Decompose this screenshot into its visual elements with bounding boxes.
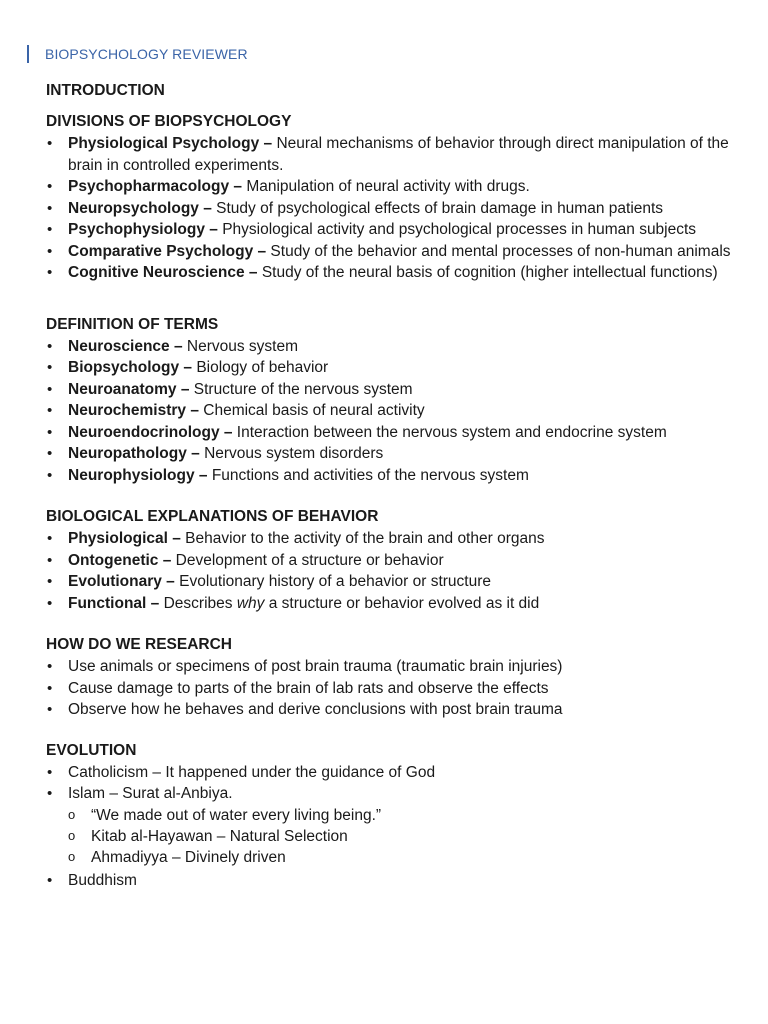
term-emphasis: why xyxy=(236,594,265,612)
list-item xyxy=(46,219,736,241)
list-item xyxy=(46,400,736,422)
evolution-list-continued xyxy=(46,870,736,892)
list-item xyxy=(46,465,736,487)
term-definition: Chemical basis of neural activity xyxy=(198,402,425,419)
list-item xyxy=(46,336,736,358)
term-label: Cognitive Neuroscience – xyxy=(68,264,258,281)
term-label: Physiological Psychology – xyxy=(68,135,273,152)
term-label: Neuroscience – xyxy=(68,337,183,355)
term-label: Neurochemistry – xyxy=(68,402,199,419)
term-label: Neuroendocrinology – xyxy=(68,423,233,441)
section-spacer xyxy=(46,614,736,634)
term-definition: Study of the neural basis of cognition (higher intellectual functions) xyxy=(257,264,718,281)
term-definition: Describes xyxy=(159,594,237,612)
term-definition: Structure of the nervous system xyxy=(189,380,413,398)
term-definition: Biology of behavior xyxy=(192,359,329,376)
term-definition-rest: a structure or behavior evolved as it did xyxy=(264,594,540,612)
heading-research: HOW DO WE RESEARCH xyxy=(46,636,232,653)
term-definition: Evolutionary history of a behavior or structure xyxy=(174,573,491,590)
list-item: • Observe how he behaves and derive conclusions with post brain trauma xyxy=(46,699,736,721)
list-item xyxy=(46,443,736,465)
section-spacer xyxy=(46,486,736,506)
sub-list-item: o Ahmadiyya – Divinely driven xyxy=(46,847,736,868)
heading-divisions: DIVISIONS OF BIOPSYCHOLOGY xyxy=(46,113,292,130)
term-label: Neurophysiology – xyxy=(68,466,208,484)
list-item: • Use animals or specimens of post brain trauma (traumatic brain injuries) xyxy=(46,656,736,678)
document-header xyxy=(27,44,248,64)
heading-introduction: INTRODUCTION xyxy=(46,82,165,99)
term-label: Ontogenetic – xyxy=(68,551,172,569)
list-item xyxy=(46,422,736,444)
header-accent-bar xyxy=(27,45,29,63)
biological-list xyxy=(46,528,736,614)
list-item xyxy=(46,357,736,379)
list-item-label: Islam – Surat al-Anbiya. xyxy=(68,785,233,802)
term-definition: Interaction between the nervous system and endocrine system xyxy=(232,423,667,441)
list-item xyxy=(46,176,736,198)
term-definition: Physiological activity and psychological processes in human subjects xyxy=(217,221,697,238)
list-item xyxy=(46,550,736,572)
term-definition: Nervous system disorders xyxy=(199,445,384,462)
header-title: BIOPSYCHOLOGY REVIEWER xyxy=(45,46,248,62)
term-label: Biopsychology – xyxy=(68,359,193,376)
term-definition: Study of the behavior and mental processes of non-human animals xyxy=(266,242,731,260)
document-body xyxy=(46,80,736,891)
section-spacer xyxy=(46,721,736,740)
heading-definitions: DEFINITION OF TERMS xyxy=(46,315,219,333)
term-definition: Neural mechanisms of behavior through direct manipulation of the brain in controlled experiments. xyxy=(68,135,729,174)
term-label: Psychopharmacology – xyxy=(68,178,243,195)
term-label: Physiological – xyxy=(68,530,181,547)
section-spacer xyxy=(46,284,736,314)
list-item xyxy=(46,133,736,176)
term-label: Neuropathology – xyxy=(68,445,200,462)
sub-list-item: o “We made out of water every living being.” xyxy=(46,805,736,826)
list-item-islam xyxy=(46,783,736,805)
term-label: Functional – xyxy=(68,594,160,612)
term-definition: Functions and activities of the nervous system xyxy=(207,466,529,484)
heading-biological-explanations: BIOLOGICAL EXPLANATIONS OF BEHAVIOR xyxy=(46,508,379,525)
list-item xyxy=(46,241,736,263)
definitions-list xyxy=(46,336,736,487)
divisions-list xyxy=(46,133,736,284)
research-list xyxy=(46,656,736,721)
term-label: Evolutionary – xyxy=(68,573,175,590)
term-definition: Nervous system xyxy=(182,337,299,355)
term-definition: Behavior to the activity of the brain and other organs xyxy=(180,530,545,547)
list-item: • Catholicism – It happened under the guidance of God xyxy=(46,762,736,784)
heading-evolution: EVOLUTION xyxy=(46,741,137,759)
evolution-list xyxy=(46,762,736,805)
list-item xyxy=(46,571,736,593)
term-definition: Development of a structure or behavior xyxy=(171,551,444,569)
term-label: Neuropsychology – xyxy=(68,199,212,217)
term-label: Comparative Psychology – xyxy=(68,242,267,260)
list-item xyxy=(46,379,736,401)
list-item xyxy=(46,198,736,220)
sub-list-item: o Kitab al-Hayawan – Natural Selection xyxy=(46,826,736,847)
term-definition: Study of psychological effects of brain damage in human patients xyxy=(211,199,664,217)
list-item xyxy=(46,528,736,550)
term-definition: Manipulation of neural activity with drugs. xyxy=(242,178,530,195)
term-label: Psychophysiology – xyxy=(68,221,218,238)
list-item xyxy=(46,262,736,284)
list-item: • Buddhism xyxy=(46,870,736,892)
list-item: • Cause damage to parts of the brain of lab rats and observe the effects xyxy=(46,678,736,700)
list-item xyxy=(46,593,736,615)
islam-sublist xyxy=(46,805,736,868)
term-label: Neuroanatomy – xyxy=(68,380,190,398)
